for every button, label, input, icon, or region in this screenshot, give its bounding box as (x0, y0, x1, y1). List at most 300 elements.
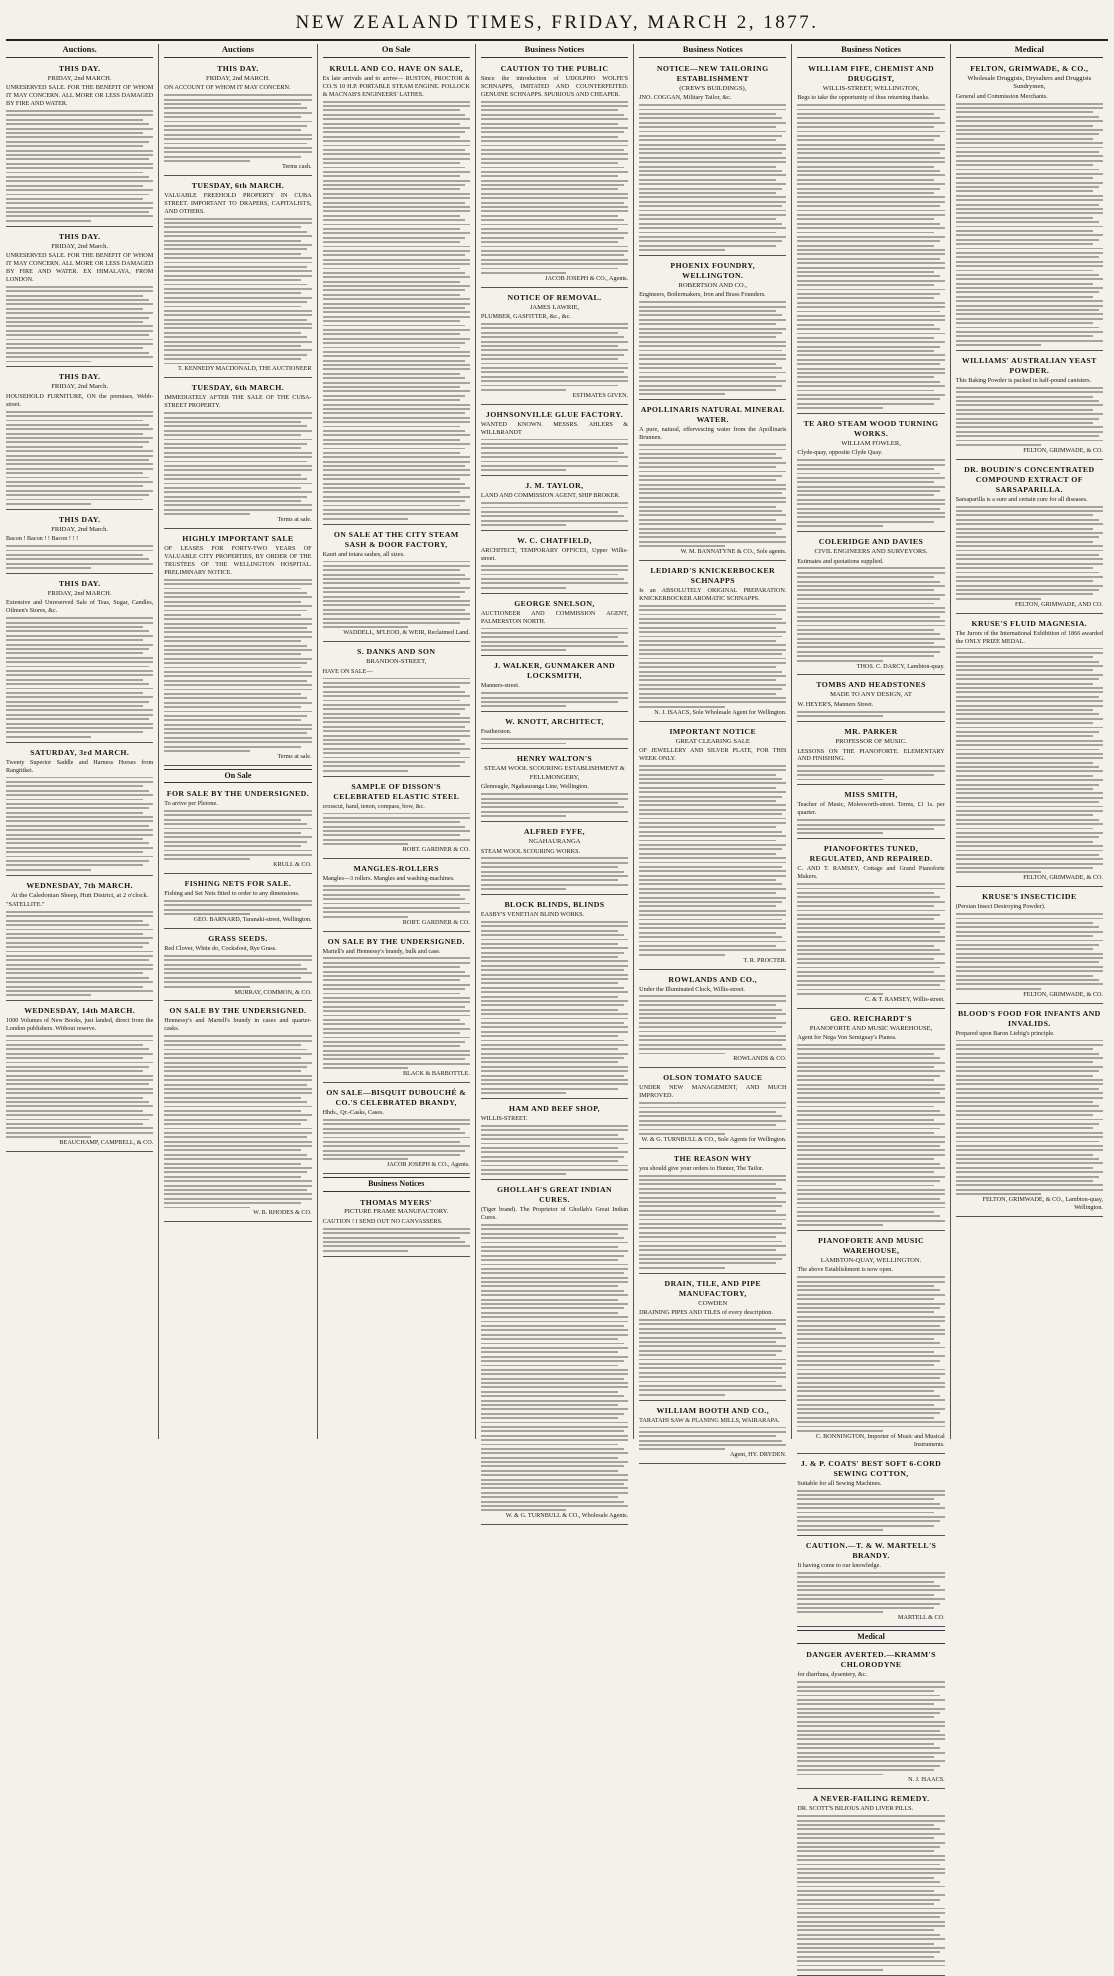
ad-subheading: COWDEN (698, 1299, 728, 1307)
ad-signature: FELTON, GRIMWADE, & CO. (1023, 990, 1103, 998)
advertisement (797, 724, 944, 785)
ad-heading: THIS DAY. (217, 63, 259, 73)
ad-heading: KRUSE'S INSECTICIDE (982, 892, 1077, 902)
ad-heading: IMPORTANT NOTICE (669, 726, 757, 736)
ad-body: The above Establishment is now open. (797, 1266, 893, 1274)
ad-subheading: At the Caledonian Sheep, Hutt District, at 2 o'clock. (11, 891, 149, 899)
ad-signature: FELTON, GRIMWADE, & CO. (1023, 874, 1103, 882)
ad-text-block (481, 502, 628, 526)
ad-subheading: FRIDAY, 2nd March. (51, 383, 109, 391)
ad-heading: THIS DAY. (58, 231, 101, 241)
ad-body: crosscut, hand, tenon, compass, bow, &c. (322, 802, 425, 810)
ad-heading: GEORGE SNELSON, (514, 598, 595, 608)
ad-subheading: FRIDAY, 2nd MARCH. (206, 74, 270, 82)
ad-signature: Terms at sale. (277, 752, 312, 760)
ad-heading: GHOLLAH'S GREAT INDIAN CURES. (496, 1185, 613, 1205)
ad-body: General and Commission Merchants. (955, 92, 1048, 100)
ad-heading: WILLIAM FIFE, CHEMIST AND DRUGGIST, (808, 63, 935, 83)
ad-signature: GEO. BARNARD, Taranaki-street, Wellington. (193, 916, 312, 924)
ad-heading: APOLLINARIS NATURAL MINERAL WATER. (640, 405, 785, 425)
ad-heading: COLERIDGE AND DAVIES (818, 537, 924, 547)
ad-text-block (6, 911, 153, 996)
ad-body: CAUTION ! I SEND OUT NO CANVASSERS. (322, 1217, 443, 1225)
ad-text-block (797, 819, 944, 834)
ad-subheading: FRIDAY, 2nd MARCH. (47, 589, 112, 597)
ad-heading: TE ARO STEAM WOOD TURNING WORKS. (803, 419, 939, 438)
ad-heading: PIANOFORTES TUNED, REGULATED, AND REPAIRED. (809, 844, 933, 864)
section-heading: Medical (797, 1630, 944, 1644)
ad-text-block (797, 567, 944, 661)
ad-text-block (481, 323, 628, 391)
ad-text-block (956, 387, 1103, 446)
ad-heading: TUESDAY, 6th MARCH. (191, 180, 285, 190)
ad-text-block (797, 1044, 944, 1226)
ad-body: Fishing and Set Nets fitted to order to any dimensions. (164, 890, 300, 898)
ad-subheading: BRANDON-STREET, (366, 658, 427, 666)
column-heading: Business Notices (797, 44, 944, 58)
column-heading: Medical (956, 44, 1103, 58)
ad-body: This Baking Powder is packed in half-pound canisters. (955, 376, 1092, 384)
ad-body: Mangles—3 rollers. Mangles and washing-machines. (322, 875, 455, 883)
ad-heading: NOTICE—NEW TAILORING ESTABLISHMENT (656, 63, 769, 83)
ad-heading: PHOENIX FOUNDRY, WELLINGTON. (670, 260, 756, 280)
ad-text-block (164, 955, 311, 988)
column-heading: Auctions. (6, 44, 153, 58)
column-heading: On Sale (323, 44, 470, 58)
advertisement (639, 402, 786, 561)
ad-signature: MURRAY, COMMON, & CO. (234, 988, 312, 996)
ad-signature: ROBT. GARDNER & CO. (402, 918, 470, 926)
ad-heading: ON SALE AT THE CITY STEAM SASH & DOOR FACTORY, (333, 529, 459, 549)
advertisement (481, 824, 628, 895)
ad-body: IMMEDIATELY AFTER THE SALE OF THE CUBA-STREET PROPERTY. (164, 394, 312, 410)
ad-text-block (956, 648, 1103, 874)
ad-signature: N. J. ISAACS. (908, 1776, 945, 1784)
advertisement (956, 889, 1103, 1003)
ad-text-block (797, 1490, 944, 1531)
ad-subheading: WILLIS-STREET, WELLINGTON, (822, 84, 920, 92)
ad-subheading: GREAT CLEARING SALE (675, 737, 750, 745)
ad-heading: J. & P. COATS' BEST SOFT 6-CORD SEWING COTTON, (800, 1458, 942, 1478)
column-1 (6, 44, 158, 1439)
advertisement (639, 61, 786, 256)
advertisement (6, 878, 153, 1002)
ad-body: PLUMBER, GASFITTER, &c., &c. (480, 313, 571, 321)
advertisement (164, 178, 311, 379)
ad-text-block (481, 738, 628, 744)
ad-heading: ON SALE BY THE UNDERSIGNED. (327, 936, 465, 946)
ad-subheading: JAMES LAWRIE, (529, 303, 580, 311)
ad-heading: THIS DAY. (58, 514, 101, 524)
ad-signature: BEAUCHAMP, CAMPBELL, & CO. (59, 1139, 154, 1147)
ad-text-block (797, 883, 944, 995)
ad-heading: ALFRED FYFE, (523, 827, 586, 837)
advertisement (639, 1070, 786, 1148)
ad-text-block (6, 110, 153, 222)
ad-text-block (639, 1102, 786, 1135)
ad-body: ARCHITECT, TEMPORARY OFFICES, Upper Willis-street. (480, 546, 629, 562)
ad-heading: MISS SMITH, (844, 790, 898, 800)
ad-subheading: WILLIAM FOWLER, (841, 439, 901, 447)
ad-text-block (797, 1276, 944, 1432)
ad-subheading: Wholesale Druggists, Drysalters and Druggists Sundrymen, (967, 74, 1092, 91)
ad-body: Clyde-quay, opposite Clyde Quay. (797, 449, 883, 457)
ad-signature: C. BONNINGTON, Importer of Music and Musical Instruments. (815, 1432, 945, 1448)
advertisement (956, 61, 1103, 351)
ad-text-block (639, 995, 786, 1054)
ad-subheading: FRIDAY, 2nd March. (51, 525, 109, 533)
ad-body: for diarrhœa, dysentery, &c. (797, 1671, 868, 1679)
advertisement (481, 407, 628, 476)
ad-heading: OLSON TOMATO SAUCE (663, 1073, 763, 1083)
ad-heading: FOR SALE BY THE UNDERSIGNED. (166, 789, 310, 799)
advertisement (323, 1195, 470, 1257)
ad-text-block (639, 444, 786, 547)
advertisement (323, 527, 470, 643)
ad-text-block (797, 711, 944, 717)
section-heading: Business Notices (323, 1177, 470, 1191)
column-6 (791, 44, 949, 1813)
ad-text-block (323, 1228, 470, 1252)
ad-body: W. HEYER'S, Manners Street. (797, 700, 874, 708)
ad-text-block (481, 1125, 628, 1175)
ad-text-block (639, 1175, 786, 1269)
ad-text-block (639, 1319, 786, 1396)
ad-heading: SATURDAY, 3rd MARCH. (30, 747, 130, 757)
ad-body: Sarsaparilla is a sure and certain cure for all diseases. (955, 495, 1088, 503)
advertisement (797, 534, 944, 675)
ad-text-block (6, 286, 153, 363)
ad-heading: WILLIAM BOOTH AND CO., (656, 1405, 770, 1415)
ad-heading: CAUTION.—T. & W. MARTELL'S BRANDY. (805, 1541, 937, 1560)
ad-heading: THIS DAY. (58, 372, 101, 382)
ad-body: Manners-street. (480, 682, 520, 690)
ad-heading: THOMAS MYERS' (360, 1197, 433, 1207)
column-3 (317, 44, 475, 1439)
ad-heading: THE REASON WHY (673, 1153, 752, 1163)
ad-body: (Tiger brand). The Proprietor of Ghollah's Great Indian Cures. (480, 1206, 629, 1222)
ad-subheading: ROBERTSON AND CO., (678, 281, 747, 289)
advertisement (481, 478, 628, 531)
ad-body: Bacon ! Bacon ! ! Bacon ! ! ! (6, 535, 79, 543)
column-2 (158, 44, 316, 1439)
advertisement (639, 724, 786, 970)
ad-heading: DANGER AVERTED.—KRAMM'S CHLORODYNE (806, 1650, 936, 1670)
ad-text-block (6, 545, 153, 569)
ad-body: It having come to our knowledge. (797, 1561, 881, 1569)
ad-body: "SATELLITE." (6, 901, 45, 909)
ad-body: Suitable for all Sewing Machines. (797, 1479, 882, 1487)
ad-body: you should give your orders to Hunter, The Tailor. (639, 1164, 764, 1172)
ad-heading: FISHING NETS FOR SALE. (184, 879, 292, 889)
ad-signature: ROWLANDS & CO. (733, 1055, 787, 1063)
advertisement (481, 714, 628, 749)
ad-signature: W. B. RHODES & CO. (253, 1209, 312, 1217)
advertisement (956, 462, 1103, 614)
ad-heading: ON SALE BY THE UNDERSIGNED. (169, 1006, 307, 1016)
ad-body: Teacher of Music, Molesworth-street. Terms, £1 1s. per quarter. (797, 801, 945, 817)
ad-text-block (164, 810, 311, 860)
ad-body: 1000 Volumes of New Books, just landed, direct from the London publishers. Without reserve. (6, 1017, 154, 1033)
column-7 (950, 44, 1108, 1439)
ad-text-block (164, 94, 311, 162)
ad-text-block (481, 1224, 628, 1511)
advertisement (164, 531, 311, 766)
ad-text-block (164, 1035, 311, 1208)
ad-signature: KRULL & CO. (273, 861, 312, 869)
ad-subheading: CIVIL ENGINEERS AND SURVEYORS. (814, 548, 928, 556)
ad-heading: MR. PARKER (844, 727, 898, 737)
ad-signature: W. & G. TURNBULL & CO., Wholesale Agents. (505, 1512, 629, 1520)
column-heading: Business Notices (639, 44, 786, 58)
ad-text-block (164, 900, 311, 915)
advertisement (323, 779, 470, 859)
ad-body: Begs to take the opportunity of thus returning thanks. (797, 94, 930, 102)
ad-signature: W. M. BANNATYNE & CO., Sole agents. (680, 548, 787, 556)
ad-body: Glenreagle, Ngahauranga Line, Wellington. (480, 783, 589, 791)
ad-heading: LEDIARD'S KNICKERBOCKER SCHNAPPS (650, 566, 776, 585)
ad-heading: WILLIAMS' AUSTRALIAN YEAST POWDER. (961, 356, 1097, 375)
ad-text-block (797, 765, 944, 780)
ad-subheading: LAMBTON-QUAY, WELLINGTON. (820, 1256, 922, 1264)
ad-body: Kauri and totara sashes, all sizes. (322, 550, 405, 558)
ad-text-block (481, 692, 628, 707)
advertisement (164, 876, 311, 929)
ad-subheading: STEAM WOOL SCOURING ESTABLISHMENT & FELLMONGERY, (484, 765, 625, 781)
ad-heading: J. WALKER, GUNMAKER AND LOCKSMITH, (493, 661, 615, 681)
ad-text-block (639, 301, 786, 395)
ad-heading: FELTON, GRIMWADE, & CO., (970, 63, 1089, 73)
ad-signature: T. R. PROCTER. (743, 956, 787, 964)
ad-text-block (797, 1681, 944, 1775)
ad-body: A pure, natural, effervescing water from the Apollinaris Brunnen. (639, 426, 787, 442)
ad-body: OF LEASES FOR FORTY-TWO YEARS OF VALUABLE CITY PROPERTIES, BY ORDER OF THE TRUSTEES OF THE WELLINGTON HOSPITAL. PRELIMINARY NOTICE. (164, 545, 312, 576)
advertisement (797, 1233, 944, 1454)
advertisement (6, 1003, 153, 1152)
ad-body: ON ACCOUNT OF WHOM IT MAY CONCERN. (164, 84, 291, 92)
ad-text-block (164, 579, 311, 752)
ad-signature: WADDELL, M'LEOD, & WEIR, Reclaimed Land. (343, 629, 470, 637)
ad-heading: HAM AND BEEF SHOP, (508, 1104, 601, 1114)
advertisement (797, 841, 944, 1008)
ad-text-block (164, 218, 311, 365)
advertisement (639, 563, 786, 722)
column-4 (475, 44, 633, 1520)
ad-signature: T. KENNEDY MACDONALD, THE AUCTIONEER (177, 365, 312, 373)
advertisement (481, 533, 628, 594)
ad-signature: ESTIMATES GIVEN. (572, 391, 629, 399)
ad-text-block (323, 1119, 470, 1160)
ad-body: The Jurors of the International Exhibition of 1866 awarded the ONLY PRIZE MEDAL. (955, 629, 1103, 645)
advertisement (164, 786, 311, 874)
advertisement (481, 290, 628, 405)
ad-text-block (797, 459, 944, 527)
advertisement (323, 861, 470, 931)
advertisement (6, 745, 153, 876)
advertisement (481, 596, 628, 657)
ad-heading: J. M. TAYLOR, (525, 481, 584, 491)
ad-text-block (481, 565, 628, 589)
advertisement (164, 931, 311, 1001)
ad-heading: TOMBS AND HEADSTONES (816, 680, 926, 690)
ad-heading: THIS DAY. (58, 63, 101, 73)
ad-text-block (323, 885, 470, 918)
ad-text-block (323, 561, 470, 629)
advertisement (323, 61, 470, 525)
ad-signature: BLACK & BARBOTTLE. (402, 1070, 470, 1078)
ad-heading: GRASS SEEDS. (208, 934, 268, 944)
ad-heading: THIS DAY. (58, 579, 101, 588)
ad-text-block (6, 411, 153, 505)
advertisement (164, 1003, 311, 1222)
advertisement (6, 512, 153, 574)
advertisement (6, 576, 153, 743)
ad-text-block (639, 104, 786, 251)
advertisement (481, 61, 628, 288)
ad-body: DRAINING PIPES AND TILES of every description. (639, 1309, 773, 1317)
ad-signature: C. & T. RAMSEY, Willis-street. (864, 995, 945, 1003)
ad-heading: CAUTION TO THE PUBLIC (500, 63, 609, 73)
ad-body: UNRESERVED SALE. FOR THE BENEFIT OF WHOM IT MAY CONCERN. ALL MORE OR LESS DAMAGED BY FIRE AND WATER. (6, 84, 154, 108)
advertisement (639, 258, 786, 400)
ad-heading: W. C. CHATFIELD, (517, 535, 592, 545)
ad-heading: HIGHLY IMPORTANT SALE (182, 534, 294, 544)
ad-body: Under the Illuminated Clock, Willis-street. (639, 985, 745, 993)
ad-body: STEAM WOOL SCOURING WORKS. (480, 847, 581, 855)
ad-subheading: FRIDAY, 2nd March. (51, 242, 109, 250)
advertisement (323, 934, 470, 1084)
ad-signature: Agent, HY. DRYDEN. (729, 1451, 787, 1459)
advertisement (639, 1276, 786, 1401)
section-heading: On Sale (164, 769, 311, 783)
ad-subheading: PICTURE FRAME MANUFACTORY. (344, 1208, 449, 1216)
advertisement (797, 1647, 944, 1789)
ad-heading: KRUSE'S FLUID MAGNESIA. (971, 618, 1088, 628)
ad-body: Is an ABSOLUTELY ORIGINAL PREPARATION. KNICKERBOCKER AROMATIC SCHNAPPS. (639, 586, 787, 602)
advertisement (6, 369, 153, 509)
ad-body: Estimates and quotations supplied. (797, 557, 884, 565)
ad-text-block (639, 1427, 786, 1451)
ad-text-block (481, 101, 628, 274)
ad-signature: JACOB JOSEPH & CO., Agents. (545, 274, 629, 282)
ad-body: Prepared upon Baron Liebig's principle. (955, 1029, 1055, 1037)
ad-body: LAND AND COMMISSION AGENT, SHIP BROKER. (480, 492, 620, 500)
ad-body: DR. SCOTT'S BILIOUS AND LIVER PILLS. (797, 1805, 914, 1813)
ad-body: Hhds., Qr.-Casks, Cases. (322, 1109, 384, 1116)
advertisement (323, 644, 470, 776)
ad-signature: N. J. ISAACS, Sole Wholesale Agent for Wellington. (654, 708, 787, 716)
advertisement (481, 1182, 628, 1525)
ad-text-block (6, 777, 153, 871)
ad-body: C. AND T. RAMSEY, Cottage and Grand Pianoforte Makers. (797, 865, 945, 881)
ad-body: Agent for Nega Von Semiguay's Pianos. (797, 1034, 897, 1042)
ad-body: Featherston. (480, 728, 512, 736)
ad-body: Since the introduction of UDOLPHO WOLFE'S SCHNAPPS, IMITATED AND COUNTERFEITED. GENUINE SCHNAPPS. SPURIOUS AND CHEAPER. (480, 74, 629, 98)
ad-subheading: PROFESSOR OF MUSIC. (835, 738, 907, 746)
advertisement (639, 1403, 786, 1465)
ad-body: UNRESERVED SALE. FOR THE BENEFIT OF WHOM IT MAY CONCERN. ALL MORE OR LESS DAMAGED BY FIRE AND WATER. EX HIMALAYA, FROM LONDON. (6, 252, 154, 283)
ad-heading: TUESDAY, 6th MARCH. (191, 383, 285, 393)
ad-heading: W. KNOTT, ARCHITECT, (505, 717, 604, 727)
ad-heading: DRAIN, TILE, AND PIPE MANUFACTORY, (664, 1278, 761, 1298)
advertisement (6, 61, 153, 227)
advertisement (956, 1006, 1103, 1217)
ad-subheading: NGAHAURANGA (528, 838, 581, 846)
ad-heading: ON SALE—BISQUIT DUBOUCHÉ & CO.'S CELEBRATED BRANDY, (326, 1088, 467, 1108)
ad-body: Martell's and Hennessy's brandy, bulk and case. (322, 947, 441, 955)
advertisement (164, 61, 311, 176)
ad-text-block (797, 1815, 944, 1971)
ad-body: TARATAHI SAW & PLANING MILLS, WAIRARAPA. (639, 1416, 780, 1424)
ad-body: UNDER NEW MANAGEMENT, AND MUCH IMPROVED. (639, 1084, 787, 1100)
ad-body: To arrive per Pleione. (164, 800, 218, 808)
ad-body: OF JEWELLERY AND SILVER PLATE, FOR THIS WEEK ONLY. (639, 747, 787, 762)
ad-heading: BLOOD'S FOOD FOR INFANTS AND INVALIDS. (957, 1008, 1101, 1028)
ad-text-block (481, 628, 628, 652)
column-5 (633, 44, 791, 1459)
ad-signature: ROBT. GARDNER & CO. (402, 846, 470, 854)
ad-signature: Terms at sale. (277, 516, 312, 524)
ad-text-block (164, 412, 311, 515)
ad-text-block (956, 913, 1103, 990)
ad-body: Twenty Superior Saddle and Harness Horses from Rangitikei. (6, 758, 154, 774)
ad-signature: W. & G. TURNBULL & CO., Sole Agents for Wellington. (641, 1135, 787, 1143)
advertisement (797, 1791, 944, 1975)
ad-body: LESSONS ON THE PIANOFORTE. ELEMENTARY AND FINISHING. (797, 747, 945, 763)
ad-text-block (956, 506, 1103, 600)
ad-signature: Terms cash. (282, 162, 312, 170)
ad-text-block (481, 921, 628, 1094)
ad-heading: PIANOFORTE AND MUSIC WAREHOUSE, (818, 1236, 925, 1255)
ad-heading: JOHNSONVILLE GLUE FACTORY. (485, 409, 624, 419)
advertisement (797, 1538, 944, 1627)
ad-signature: FELTON, GRIMWADE, AND CO. (1014, 600, 1103, 608)
ad-text-block (6, 1035, 153, 1138)
ad-body: HAVE ON SALE— (322, 667, 373, 675)
ad-body: VALUABLE FREEHOLD PROPERTY IN CUBA STREET. IMPORTANT TO DRAPERS, CAPITALISTS, AND OTHERS. (164, 191, 312, 215)
ad-text-block (481, 793, 628, 817)
ad-text-block (639, 765, 786, 956)
advertisement (797, 1456, 944, 1536)
ad-text-block (323, 678, 470, 772)
advertisement (639, 972, 786, 1069)
ad-signature: FELTON, GRIMWADE, & CO., Lambton-quay, Wellington. (982, 1196, 1103, 1212)
ad-body: (Persian Insect Destroying Powder). (955, 903, 1046, 911)
ad-text-block (797, 104, 944, 409)
ad-body: EASBY'S VENETIAN BLIND WORKS. (480, 911, 585, 919)
column-heading: Business Notices (481, 44, 628, 58)
ad-body: Red Clover, White do, Cocksfoot, Rye Grass. (164, 944, 277, 952)
ad-heading: A NEVER-FAILING REMEDY. (812, 1794, 930, 1804)
ad-subheading: PIANOFORTE AND MUSIC WAREHOUSE, (809, 1024, 933, 1032)
ad-heading: BLOCK BLINDS, BLINDS (504, 900, 605, 910)
ad-heading: KRULL AND CO. HAVE ON SALE, (329, 63, 463, 73)
ad-body: HOUSEHOLD FURNITURE, ON the premises, Webb-street. (6, 392, 154, 408)
ad-text-block (6, 617, 153, 737)
advertisement (797, 416, 944, 532)
ad-heading: NOTICE OF REMOVAL. (507, 292, 602, 302)
ad-text-block (323, 957, 470, 1069)
ad-text-block (639, 605, 786, 708)
ad-text-block (797, 1572, 944, 1613)
advertisement (164, 380, 311, 529)
column-heading: Auctions (164, 44, 311, 58)
advertisement (797, 1011, 944, 1231)
ad-body: Engineers, Boilermakers, Iron and Brass Founders. (639, 291, 766, 299)
advertisement (481, 658, 628, 712)
ad-body: JNO. COGGAN, Military Tailor, &c. (639, 94, 732, 102)
ad-body: Extensive and Unreserved Sale of Teas, Sugar, Candles, Oilmen's Stores, &c. (6, 599, 154, 615)
